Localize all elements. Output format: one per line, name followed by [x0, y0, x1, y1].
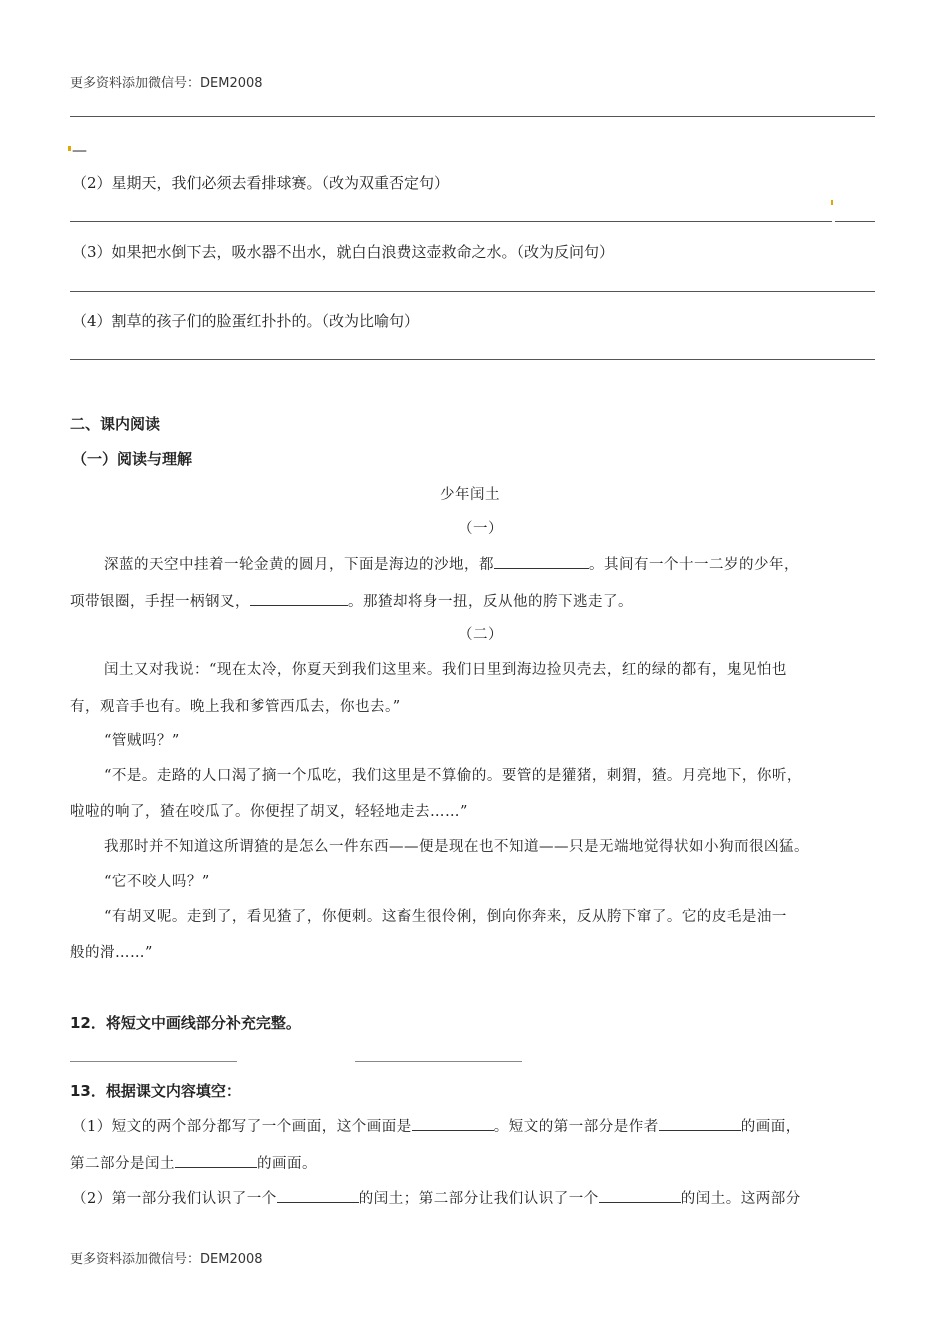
paragraph: “不是。走路的人口渴了摘一个瓜吃，我们这里是不算偷的。要管的是獾猪，刺猬，猹。月亮地下，你听，	[104, 768, 802, 784]
answer-blank[interactable]	[70, 1061, 237, 1062]
passage-title: 少年闰土	[440, 487, 500, 503]
paragraph: 深蓝的天空中挂着一轮金黄的圆月，下面是海边的沙地，都 。其间有一个十一二岁的少年，	[104, 557, 799, 573]
question-13-1-cont: 第二部分是闰土 的画面。	[70, 1156, 317, 1172]
paragraph: “管贼吗？”	[104, 733, 180, 749]
mark	[831, 200, 833, 205]
paragraph: 项带银圈，手捏一柄钢叉， 。那猹却将身一扭，反从他的胯下逃走了。	[70, 594, 633, 610]
fill-blank[interactable]	[250, 593, 348, 606]
answer-line	[835, 221, 875, 222]
page-footer: 更多资料添加微信号：DEM2008	[70, 1252, 263, 1267]
part-label: （一）	[458, 521, 503, 537]
section-subtitle: （一）阅读与理解	[72, 450, 193, 468]
section-title: 二、课内阅读	[70, 415, 161, 433]
question-3: （3）如果把水倒下去，吸水器不出水，就白白浪费这壶救命之水。（改为反问句）	[72, 243, 615, 261]
fill-blank[interactable]	[659, 1118, 741, 1131]
paragraph: 啦啦的响了，猹在咬瓜了。你便捏了胡叉，轻轻地走去……”	[70, 804, 468, 820]
paragraph: “有胡叉呢。走到了，看见猹了，你便刺。这畜生很伶俐，倒向你奔来，反从胯下窜了。它的皮毛是油一	[104, 909, 787, 925]
fill-blank[interactable]	[412, 1118, 494, 1131]
answer-line	[70, 116, 875, 117]
paragraph: 闰土又对我说：“现在太冷，你夏天到我们这里来。我们日里到海边捡贝壳去，红的绿的都有，鬼见怕也	[104, 662, 787, 678]
part-label: （二）	[458, 627, 503, 643]
page-header: 更多资料添加微信号：DEM2008	[70, 76, 263, 91]
question-13-1: （1）短文的两个部分都写了一个画面，这个画面是 。短文的第一部分是作者 的画面，	[72, 1119, 801, 1135]
question-13: 13．根据课文内容填空：	[70, 1082, 241, 1100]
question-2: （2）星期天，我们必须去看排球赛。（改为双重否定句）	[72, 174, 450, 192]
fill-blank[interactable]	[494, 556, 589, 569]
dash-mark: —	[72, 141, 87, 159]
mark	[68, 146, 71, 151]
paragraph: 般的滑……”	[70, 945, 153, 961]
paragraph: 有，观音手也有。晚上我和爹管西瓜去，你也去。”	[70, 699, 401, 715]
answer-blank[interactable]	[355, 1061, 522, 1062]
fill-blank[interactable]	[175, 1155, 257, 1168]
fill-blank[interactable]	[599, 1190, 681, 1203]
answer-line	[70, 221, 832, 222]
question-12: 12．将短文中画线部分补充完整。	[70, 1014, 301, 1032]
answer-line	[70, 291, 875, 292]
paragraph: 我那时并不知道这所谓猹的是怎么一件东西——便是现在也不知道——只是无端地觉得状如小狗而很凶猛。	[104, 839, 809, 855]
fill-blank[interactable]	[277, 1190, 359, 1203]
question-4: （4）割草的孩子们的脸蛋红扑扑的。（改为比喻句）	[72, 312, 420, 330]
answer-line	[70, 359, 875, 360]
question-13-2: （2）第一部分我们认识了一个 的闰土；第二部分让我们认识了一个 的闰土。这两部分	[72, 1191, 801, 1207]
paragraph: “它不咬人吗？”	[104, 874, 210, 890]
